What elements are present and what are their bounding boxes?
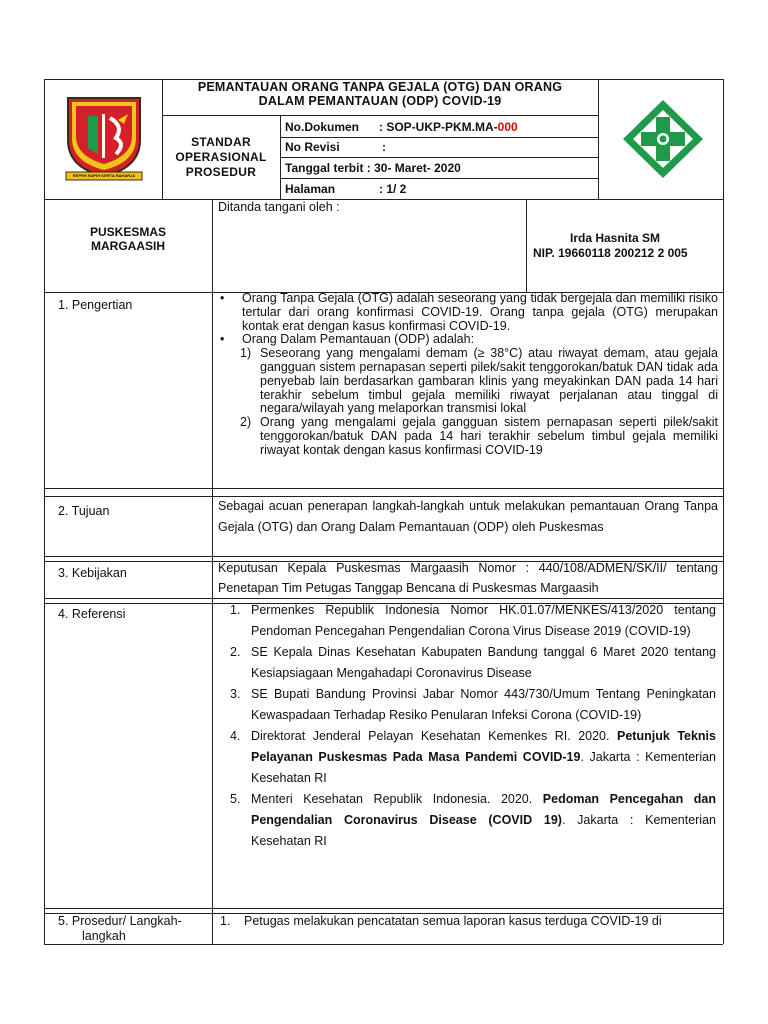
tujuan-text: Sebagai acuan penerapan langkah-langkah untuk melakukan pemantauan Orang Tanpa Gejala (OTG) dan Orang Dalam Pemantauan (ODP) oleh Puskesmas [218, 499, 718, 534]
rule [162, 115, 598, 116]
crest-motto: REPEH RAPIH KERTA RAHARJA [72, 173, 136, 178]
ref-author: Direktorat Jenderal Pelayan Kesehatan Kemenkes RI. 2020. [251, 729, 610, 743]
puskesmas-logo [620, 97, 706, 181]
label-line: 5. Prosedur/ Langkah- [58, 914, 182, 928]
title-line: DALAM PEMANTAUAN (ODP) COVID-19 [258, 94, 502, 108]
numbered-item [218, 416, 718, 457]
signer-nip: NIP. 19660118 200212 2 005 [533, 246, 688, 260]
label-line: langkah [82, 929, 126, 943]
item-text: Seseorang yang mengalami demam (≥ 38°C) atau riwayat demam, atau gejala gangguan sistem pernapasan seperti pilek/sakit tenggorokan/batuk DAN tidak ada penyebab lain berdasarkan gambaran klinis yang meyakinkan DAN pada 14 hari terakhir sebelum timbul gejala memiliki riwayat perjalanan atau tinggal di negara/wilayah yang melaporkan transmisi lokal [260, 346, 718, 416]
issue-date: Tanggal terbit : 30- Maret- 2020 [285, 161, 461, 175]
sop-label [164, 135, 278, 180]
doc-number-suffix: 000 [497, 120, 518, 134]
signed-by-label: Ditanda tangani oleh : [218, 200, 340, 214]
reference-item [218, 600, 716, 642]
reference-text: SE Kepala Dinas Kesehatan Kabupaten Bandung tanggal 6 Maret 2020 tentang Kesiapsiagaan Mengahadapi Coronavirus Disease [251, 645, 716, 680]
rule [280, 157, 598, 158]
reference-text [251, 726, 716, 789]
reference-item [218, 726, 716, 789]
bullet-icon: • [220, 291, 225, 305]
item-number: 2) [240, 415, 252, 430]
doc-number-text: : SOP-UKP-PKM.MA- [379, 120, 498, 134]
item-number: 5. [230, 792, 241, 806]
item-number: 1) [240, 346, 252, 361]
step-text: Petugas melakukan pencatatan semua laporan kasus terduga COVID-19 di [244, 914, 662, 928]
section-label-prosedur [58, 914, 182, 944]
reference-text: SE Bupati Bandung Provinsi Jabar Nomor 443/730/Umum Tentang Peningkatan Kewaspadaan Terhadap Resiko Penularan Infeksi Corona (COVID-19) [251, 687, 716, 722]
doc-number-value [379, 120, 518, 134]
sop-line: PROSEDUR [185, 165, 257, 179]
reference-item [218, 684, 716, 726]
rule [212, 199, 213, 944]
item-number: 3. [230, 687, 241, 701]
section-label-pengertian: 1. Pengertian [58, 298, 133, 312]
bullet-item [218, 292, 718, 333]
reference-text: Permenkes Republik Indonesia Nomor HK.01.07/MENKES/413/2020 tentang Pendoman Pencegahan Pengendalian Corona Virus Disease 2019 (COVID-19) [251, 603, 716, 638]
sop-line: OPERASIONAL [175, 150, 267, 164]
rule [526, 199, 527, 292]
section-label-referensi: 4. Referensi [58, 607, 126, 621]
ref-publisher: . Jakarta : Kementerian Kesehatan RI [251, 813, 716, 848]
item-number: 2. [230, 645, 241, 659]
sop-line: STANDAR [191, 135, 251, 149]
item-number: 1. [230, 603, 241, 617]
rule [162, 79, 163, 199]
rule [44, 556, 723, 557]
bullet-text: Orang Tanpa Gejala (OTG) adalah seseorang yang tidak bergejala dan memiliki risiko tertular dari orang konfirmasi COVID-19. Orang tanpa gejala (OTG) merupakan kontak erat dengan kasus konfirmasi COVID-19. [242, 291, 718, 333]
rule [44, 488, 723, 489]
title-line: PEMANTAUAN ORANG TANPA GEJALA (OTG) DAN ORANG [197, 80, 563, 94]
item-text: Orang yang mengalami gejala gangguan sistem pernapasan seperti pilek/sakit tenggorokan/batuk DAN pada 14 hari terakhir sebelum timbul gejala memiliki riwayat kontak dengan kasus konfirmasi COVID-19 [260, 415, 718, 457]
page-value: : 1/ 2 [379, 182, 407, 196]
section-label-tujuan: 2. Tujuan [58, 504, 110, 518]
revision-value: : [382, 140, 386, 154]
org-line: PUSKESMAS [89, 225, 166, 239]
regency-crest-logo [58, 92, 150, 184]
numbered-item [218, 347, 718, 416]
ref-title: Petunjuk Teknis Pelayanan Puskesmas Pada Masa Pandemi COVID-19 [251, 729, 716, 764]
reference-item [218, 642, 716, 684]
ref-publisher: . Jakarta : Kementerian Kesehatan RI [251, 750, 717, 785]
org-line: MARGAASIH [91, 239, 165, 253]
item-number: 4. [230, 729, 241, 743]
bullet-icon: • [220, 332, 225, 347]
rule [44, 199, 723, 200]
page-label: Halaman [285, 182, 336, 196]
signer-name: Irda Hasnita SM [570, 231, 661, 245]
prosedur-step [218, 914, 718, 928]
document-title [168, 80, 592, 108]
reference-text [251, 789, 716, 852]
reference-item [218, 789, 716, 852]
pengertian-content [218, 292, 718, 458]
ref-author: Menteri Kesehatan Republik Indonesia. 2020. [251, 792, 533, 806]
referensi-list [218, 600, 716, 852]
rule [44, 908, 723, 909]
bullet-item [218, 333, 718, 347]
rule [598, 79, 599, 199]
rule [44, 79, 45, 944]
rule [44, 944, 723, 945]
bullet-text: Orang Dalam Pemantauan (ODP) adalah: [242, 332, 475, 347]
rule [723, 79, 724, 944]
kebijakan-text: Keputusan Kepala Puskesmas Margaasih Nomor : 440/108/ADMEN/SK/II/ tentang Penetapan Tim Petugas Tanggap Bencana di Puskesmas Margaasih [218, 561, 718, 595]
item-number: 1. [220, 914, 231, 928]
rule [280, 178, 598, 179]
rule [44, 598, 723, 599]
section-label-kebijakan: 3. Kebijakan [58, 566, 127, 580]
rule [280, 137, 598, 138]
rule [280, 115, 281, 199]
ref-title: Pedoman Pencegahan dan Pengendalian Coronavirus Disease (COVID 19) [251, 792, 716, 827]
revision-label: No Revisi [285, 140, 340, 154]
puskesmas-name [46, 225, 210, 253]
doc-number-label: No.Dokumen [285, 120, 360, 134]
